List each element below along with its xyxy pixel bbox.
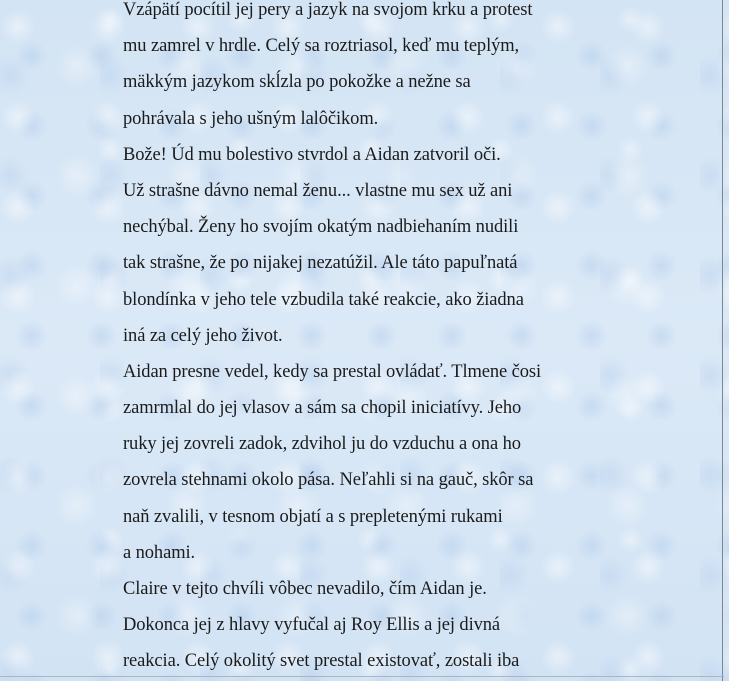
text-line: zamrmlal do jej vlasov a sám sa chopil iniciatívy. Jeho (123, 398, 522, 419)
text-line: ruky jej zovreli zadok, zdvihol ju do vzduchu a ona ho (123, 434, 521, 455)
text-line: reakcia. Celý okolitý svet prestal existovať, zostali iba (123, 651, 520, 672)
text-line: Vzápätí pocítil jej pery a jazyk na svojom krku a protest (123, 0, 533, 20)
text-line: Aidan presne vedel, kedy sa prestal ovládať. Tlmene čosi (123, 361, 542, 382)
text-line: tak strašne, že po nijakej nezatúžil. Ale táto papuľnatá (123, 253, 518, 274)
text-line: a nohami. (123, 542, 196, 563)
text-line: iná za celý jeho život. (123, 325, 283, 346)
text-line: pohrávala s jeho ušným lalôčikom. (123, 108, 379, 129)
text-line: Bože! Úd mu bolestivo stvrdol a Aidan zatvoril oči. (123, 144, 501, 165)
document-text (123, 0, 613, 680)
page-bottom-border (0, 676, 724, 677)
text-line: Dokonca jej z hlavy vyfučal aj Roy Ellis a jej divná (123, 615, 501, 636)
page-right-border (722, 0, 723, 681)
text-line: naň zvalili, v tesnom objatí a s prepletenými rukami (123, 506, 503, 527)
text-line: nechýbal. Ženy ho svojím okatým nadbiehaním nudili (123, 217, 519, 238)
text-line: Claire v tejto chvíli vôbec nevadilo, čím Aidan je. (123, 579, 487, 599)
text-line: Už strašne dávno nemal ženu... vlastne mu sex už ani (123, 180, 513, 201)
text-line: mäkkým jazykom skĺzla po pokožke a nežne sa (123, 72, 471, 93)
text-line: mu zamrel v hrdle. Celý sa roztriasol, keď mu teplým, (123, 36, 520, 57)
text-line: blondínka v jeho tele vzbudila také reakcie, ako žiadna (123, 289, 524, 310)
text-line: zovrela stehnami okolo pása. Neľahli si na gauč, skôr sa (123, 470, 534, 491)
